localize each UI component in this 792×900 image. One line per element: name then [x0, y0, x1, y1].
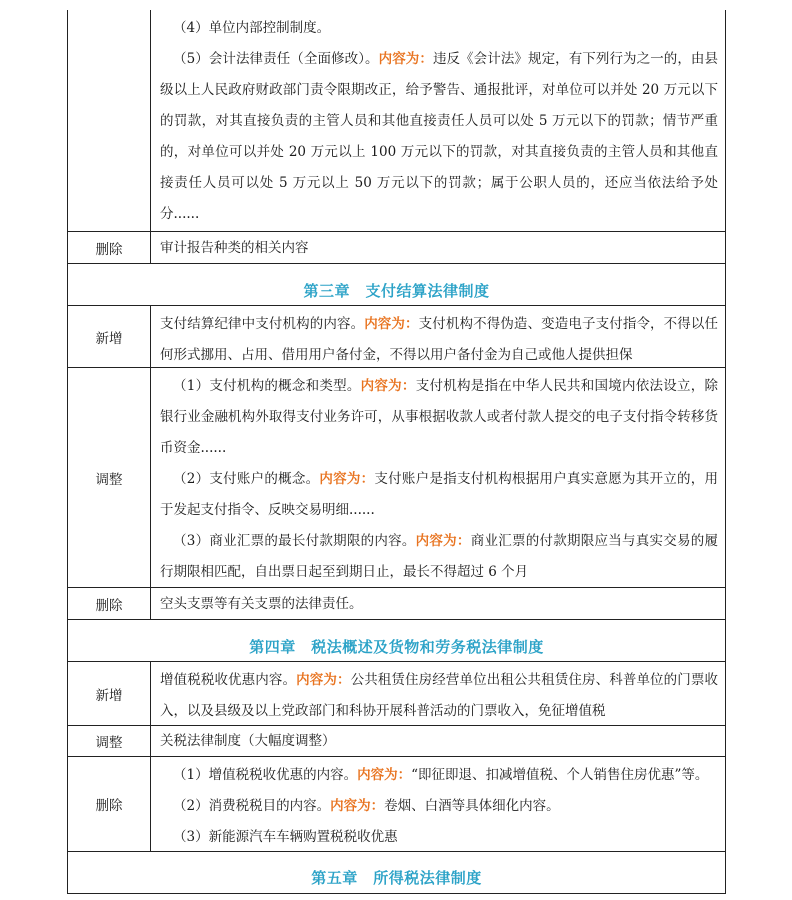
table-row-delete: [68, 588, 725, 620]
row-label: 调整: [68, 368, 151, 587]
row-content: 增值税税收优惠内容。内容为：公共租赁住房经营单位出租公共租赁住房、科普单位的门票收入，以及县级及以上党政部门和科协开展科普活动的门票收入，免征增值税: [160, 672, 719, 719]
list-item: （2）消费税税目的内容。内容为：卷烟、白酒等具体细化内容。: [173, 798, 560, 814]
row-label: 删除: [68, 232, 151, 263]
content-tag: 内容为：: [415, 533, 471, 549]
row-label: 删除: [68, 588, 151, 619]
content-tag: 内容为：: [360, 378, 416, 394]
chapter-heading: [68, 852, 725, 894]
row-content: 支付结算纪律中支付机构的内容。内容为：支付机构不得伪造、变造电子支付指令，不得以任何形式挪用、占用、借用用户备付金，不得以用户备付金为自己或他人提供担保: [160, 316, 719, 363]
row-label: 调整: [68, 726, 151, 756]
row-label: 删除: [68, 757, 151, 851]
content-tag: 内容为：: [319, 471, 375, 487]
row-content: 关税法律制度（大幅度调整）: [160, 733, 336, 749]
chapter-heading: [68, 620, 725, 662]
content-tag: 内容为：: [330, 798, 385, 814]
table-row-add: [68, 306, 725, 368]
chapter-title: 第三章 支付结算法律制度: [303, 282, 490, 300]
chapter-title: 第五章 所得税法律制度: [311, 869, 482, 887]
row-content: 审计报告种类的相关内容: [160, 239, 309, 256]
chapter-title: 第四章 税法概述及货物和劳务税法律制度: [249, 638, 544, 656]
chapter-heading: [68, 264, 725, 306]
change-table: [67, 10, 726, 894]
row-content: 空头支票等有关支票的法律责任。: [160, 595, 363, 612]
list-item: （1）支付机构的概念和类型。内容为：支付机构是指在中华人民共和国境内依法设立，除银行业金融机构外取得支付业务许可，从事根据收款人或者付款人提交的电子支付指令转移货币资金......: [160, 378, 719, 456]
table-row-add: [68, 662, 725, 726]
row-content: [151, 10, 725, 231]
table-row-delete: [68, 232, 725, 264]
row-label: 新增: [68, 306, 151, 367]
list-item: （3）商业汇票的最长付款期限的内容。内容为：商业汇票的付款期限应当与真实交易的履行期限相匹配，自出票日起至到期日止，最长不得超过 6 个月: [160, 533, 719, 580]
content-tag: 内容为：: [357, 767, 412, 783]
table-row-adjust: [68, 368, 725, 588]
row-content: [151, 368, 725, 587]
list-item: （3）新能源汽车车辆购置税税收优惠: [173, 829, 398, 845]
table-row-continuation: [68, 10, 725, 232]
content-tag: 内容为：: [378, 51, 433, 67]
row-label: [68, 10, 151, 231]
content-tag: 内容为：: [296, 672, 351, 688]
row-label: 新增: [68, 662, 151, 725]
table-row-delete: [68, 757, 725, 852]
list-item: （5）会计法律责任（全面修改）。内容为：违反《会计法》规定，有下列行为之一的，由县级以上人民政府财政部门责令限期改正，给予警告、通报批评，对单位可以并处 20 万元以下的罚款，对其直接负责的主管人员和其他直接责任人员可以处 5 万元以下的罚款；情节严重的，对单位可以并处 20 万元以上 100 万元以下的罚款，对其直接负责的主管人员和其他直接责任人员可以处 5 万元以上 50 万元以下的罚款；属于公职人员的，还应当依法给予处分......: [160, 51, 719, 222]
table-row-adjust: [68, 726, 725, 757]
content-tag: 内容为：: [364, 316, 419, 332]
row-content: [151, 757, 725, 851]
list-item: （1）增值税税收优惠的内容。内容为：“即征即退、扣减增值税、个人销售住房优惠”等。: [173, 767, 709, 783]
list-item: （2）支付账户的概念。内容为：支付账户是指支付机构根据用户真实意愿为其开立的，用于发起支付指令、反映交易明细......: [160, 471, 719, 518]
list-item: （4）单位内部控制制度。: [173, 20, 331, 36]
